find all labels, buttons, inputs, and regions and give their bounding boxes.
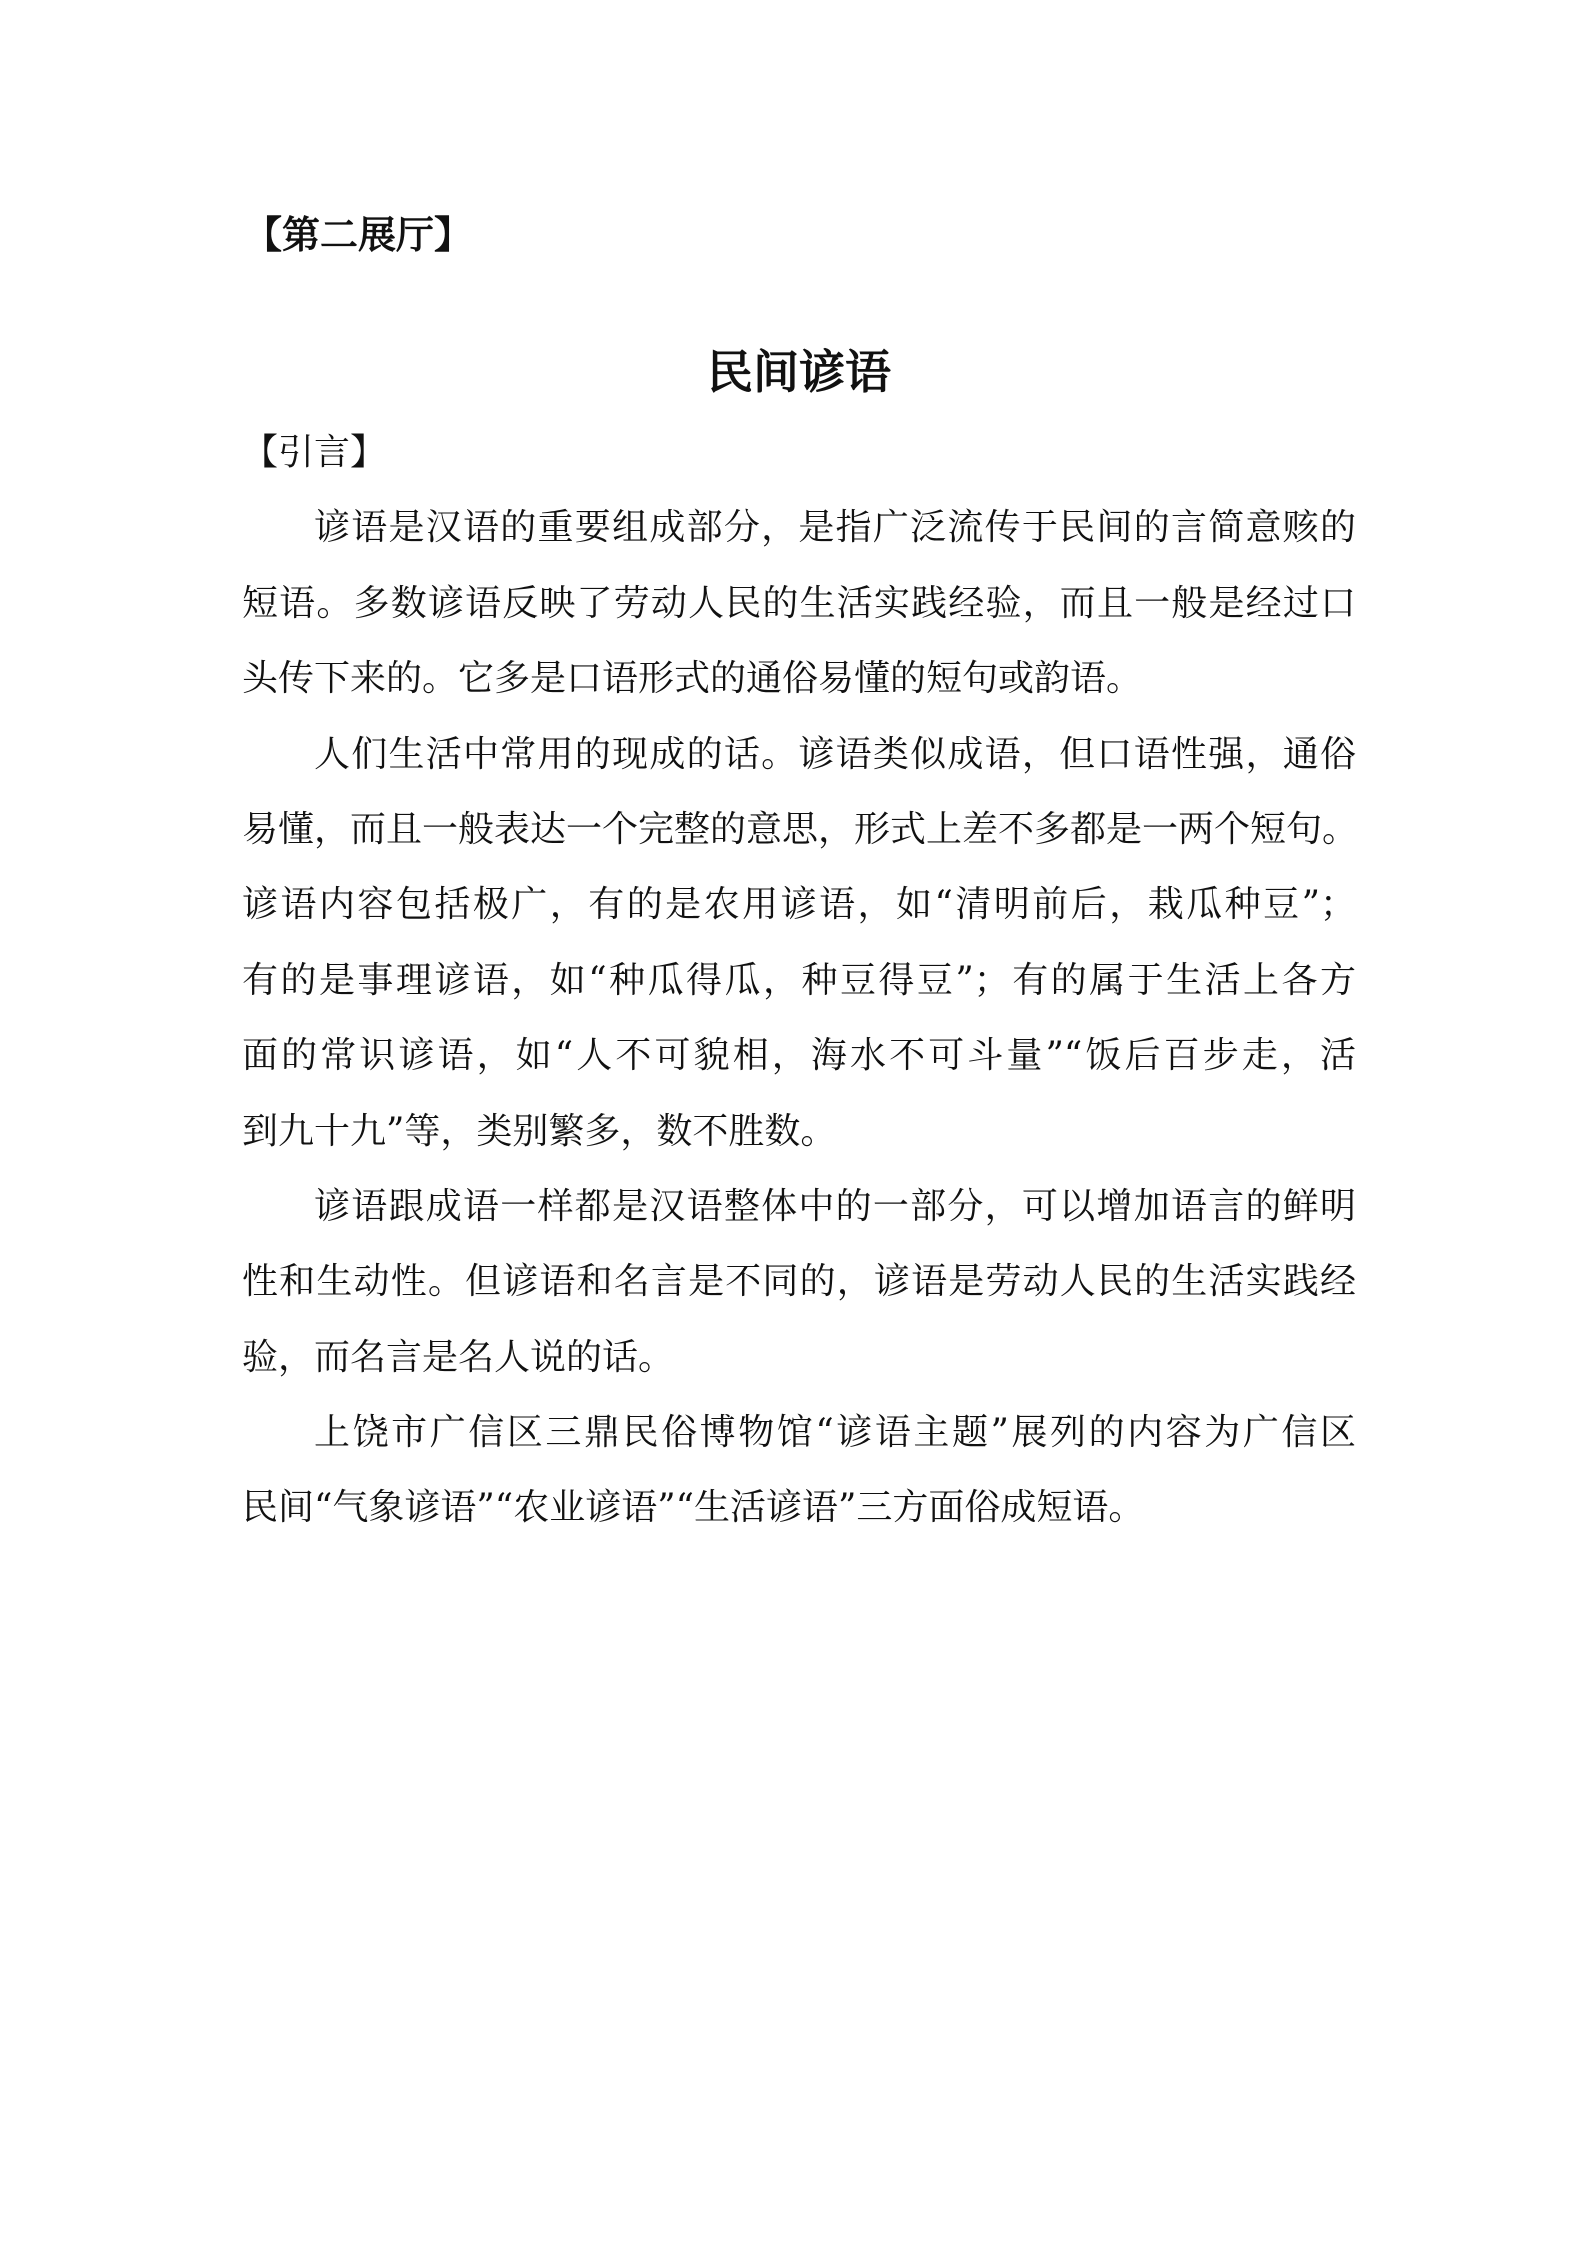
page-title: 民间谚语 bbox=[707, 345, 891, 399]
paragraph-3 bbox=[242, 1169, 1356, 1395]
paragraph-line: 人们生活中常用的现成的话。谚语类似成语，但口语性强，通俗 bbox=[314, 733, 1356, 775]
paragraph-line: 到九十九”等，类别繁多，数不胜数。 bbox=[242, 1110, 837, 1152]
section-label: 【第二展厅】 bbox=[244, 212, 473, 257]
paragraph-line: 易懂，而且一般表达一个完整的意思，形式上差不多都是一两个短句。 bbox=[242, 808, 1359, 850]
paragraph-line: 有的是事理谚语，如“种瓜得瓜，种豆得豆”；有的属于生活上各方 bbox=[242, 959, 1356, 1001]
paragraph-line: 头传下来的。它多是口语形式的通俗易懂的短句或韵语。 bbox=[242, 658, 1143, 700]
intro-label: 【引言】 bbox=[242, 432, 387, 473]
paragraph-line: 谚语内容包括极广，有的是农用谚语，如“清明前后，栽瓜种豆”； bbox=[242, 884, 1356, 926]
paragraph-line: 民间“气象谚语”“农业谚语”“生活谚语”三方面俗成短语。 bbox=[242, 1487, 1145, 1529]
paragraph-line: 谚语跟成语一样都是汉语整体中的一部分，可以增加语言的鲜明 bbox=[314, 1185, 1356, 1227]
paragraph-4 bbox=[242, 1395, 1356, 1546]
paragraph-line: 面的常识谚语，如“人不可貌相，海水不可斗量”“饭后百步走，活 bbox=[242, 1035, 1356, 1077]
paragraph-line: 谚语是汉语的重要组成部分，是指广泛流传于民间的言简意赅的 bbox=[314, 507, 1356, 549]
document-body bbox=[242, 415, 1359, 1546]
paragraph-line: 上饶市广信区三鼎民俗博物馆“谚语主题”展列的内容为广信区 bbox=[314, 1412, 1356, 1454]
paragraph-line: 短语。多数谚语反映了劳动人民的生活实践经验，而且一般是经过口 bbox=[242, 582, 1356, 624]
paragraph-line: 验，而名言是名人说的话。 bbox=[242, 1336, 675, 1378]
paragraph-1 bbox=[242, 490, 1356, 716]
paragraph-2 bbox=[242, 717, 1359, 1169]
paragraph-line: 性和生动性。但谚语和名言是不同的，谚语是劳动人民的生活实践经 bbox=[242, 1261, 1356, 1303]
